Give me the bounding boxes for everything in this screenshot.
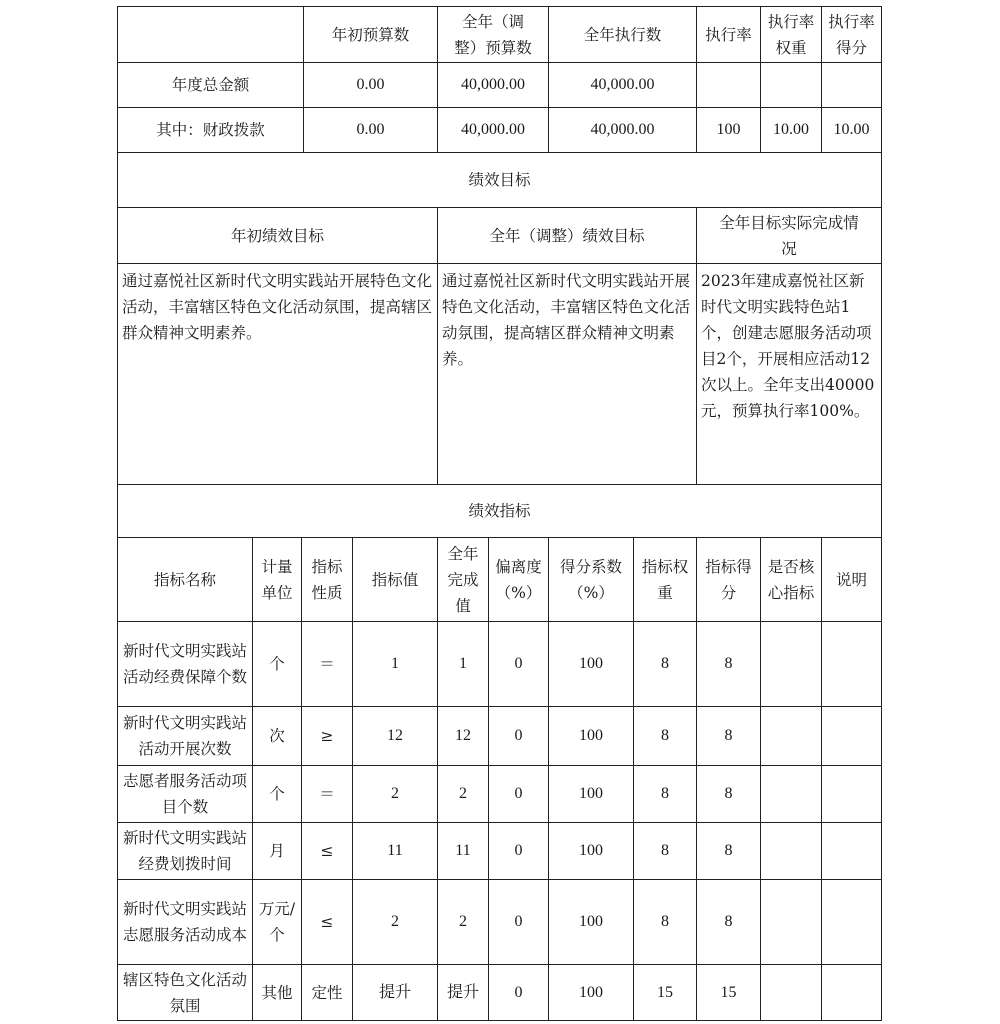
ind-note <box>821 879 882 965</box>
ind-core <box>760 765 822 823</box>
ind-note <box>821 822 882 880</box>
ind-core <box>760 822 822 880</box>
goals-initial-text: 通过嘉悦社区新时代文明实践站开展特色文化活动，丰富辖区特色文化活动氛围，提高辖区群众精神文明素养。 <box>117 263 438 485</box>
ind-score: 8 <box>696 621 761 707</box>
ind-score: 8 <box>696 765 761 823</box>
ind-nature: ≤ <box>301 822 353 880</box>
ind-target: 2 <box>352 879 438 965</box>
ind-coef: 100 <box>548 879 634 965</box>
ind-unit: 个 <box>252 765 302 823</box>
ind-header-name: 指标名称 <box>117 537 253 622</box>
budget-initial-value: 0.00 <box>303 107 438 153</box>
ind-nature: 定性 <box>301 964 353 1021</box>
ind-target: 12 <box>352 706 438 766</box>
header-exec-rate: 执行率 <box>696 6 761 63</box>
ind-nature: ＝ <box>301 765 353 823</box>
ind-core <box>760 879 822 965</box>
ind-deviation: 0 <box>488 621 549 707</box>
ind-score: 8 <box>696 879 761 965</box>
budget-score-value <box>821 62 882 108</box>
budget-adjusted-value: 40,000.00 <box>437 107 549 153</box>
ind-name: 新时代文明实践站经费划拨时间 <box>117 822 253 880</box>
ind-weight: 15 <box>633 964 697 1021</box>
ind-done: 提升 <box>437 964 489 1021</box>
ind-done: 11 <box>437 822 489 880</box>
performance-table <box>117 6 882 1020</box>
ind-header-nature: 指标 性质 <box>301 537 353 622</box>
ind-unit: 次 <box>252 706 302 766</box>
ind-header-deviation: 偏离度 （%） <box>488 537 549 622</box>
ind-deviation: 0 <box>488 879 549 965</box>
ind-unit: 个 <box>252 621 302 707</box>
goals-section-title: 绩效目标 <box>117 152 882 208</box>
budget-score-value: 10.00 <box>821 107 882 153</box>
ind-score: 15 <box>696 964 761 1021</box>
ind-coef: 100 <box>548 621 634 707</box>
ind-unit: 月 <box>252 822 302 880</box>
ind-weight: 8 <box>633 765 697 823</box>
header-adjusted-budget: 全年（调 整）预算数 <box>437 6 549 63</box>
ind-coef: 100 <box>548 964 634 1021</box>
ind-name: 新时代文明实践站志愿服务活动成本 <box>117 879 253 965</box>
ind-header-done: 全年 完成 值 <box>437 537 489 622</box>
ind-coef: 100 <box>548 822 634 880</box>
ind-done: 12 <box>437 706 489 766</box>
ind-done: 2 <box>437 765 489 823</box>
budget-rate-value: 100 <box>696 107 761 153</box>
ind-weight: 8 <box>633 822 697 880</box>
ind-weight: 8 <box>633 879 697 965</box>
ind-target: 提升 <box>352 964 438 1021</box>
ind-name: 辖区特色文化活动氛围 <box>117 964 253 1021</box>
ind-weight: 8 <box>633 706 697 766</box>
budget-executed-value: 40,000.00 <box>548 107 697 153</box>
ind-header-weight: 指标权 重 <box>633 537 697 622</box>
budget-row-label: 其中：财政拨款 <box>117 107 304 153</box>
ind-note <box>821 706 882 766</box>
ind-target: 2 <box>352 765 438 823</box>
ind-header-core: 是否核 心指标 <box>760 537 822 622</box>
header-executed: 全年执行数 <box>548 6 697 63</box>
ind-note <box>821 621 882 707</box>
ind-core <box>760 621 822 707</box>
ind-target: 1 <box>352 621 438 707</box>
header-exec-weight: 执行率 权重 <box>760 6 822 63</box>
budget-initial-value: 0.00 <box>303 62 438 108</box>
ind-header-unit: 计量 单位 <box>252 537 302 622</box>
ind-unit: 万元/个 <box>252 879 302 965</box>
ind-target: 11 <box>352 822 438 880</box>
ind-nature: ≤ <box>301 879 353 965</box>
ind-deviation: 0 <box>488 706 549 766</box>
budget-weight-value: 10.00 <box>760 107 822 153</box>
ind-name: 志愿者服务活动项目个数 <box>117 765 253 823</box>
ind-done: 2 <box>437 879 489 965</box>
ind-header-target: 指标值 <box>352 537 438 622</box>
goals-adjusted-text: 通过嘉悦社区新时代文明实践站开展特色文化活动，丰富辖区特色文化活动氛围，提高辖区群众精神文明素养。 <box>437 263 697 485</box>
goals-actual-text: 2023年建成嘉悦社区新时代文明实践特色站1个，创建志愿服务活动项目2个，开展相应活动12次以上。全年支出40000元，预算执行率100%。 <box>696 263 882 485</box>
ind-name: 新时代文明实践站活动开展次数 <box>117 706 253 766</box>
ind-score: 8 <box>696 822 761 880</box>
budget-executed-value: 40,000.00 <box>548 62 697 108</box>
ind-score: 8 <box>696 706 761 766</box>
ind-nature: ＝ <box>301 621 353 707</box>
budget-row-label: 年度总金额 <box>117 62 304 108</box>
budget-corner-cell <box>117 6 304 63</box>
ind-deviation: 0 <box>488 765 549 823</box>
ind-coef: 100 <box>548 706 634 766</box>
indicators-section-title: 绩效指标 <box>117 484 882 538</box>
budget-rate-value <box>696 62 761 108</box>
ind-deviation: 0 <box>488 822 549 880</box>
ind-nature: ≥ <box>301 706 353 766</box>
ind-weight: 8 <box>633 621 697 707</box>
ind-core <box>760 706 822 766</box>
header-exec-score: 执行率 得分 <box>821 6 882 63</box>
budget-adjusted-value: 40,000.00 <box>437 62 549 108</box>
ind-unit: 其他 <box>252 964 302 1021</box>
ind-done: 1 <box>437 621 489 707</box>
ind-header-coef: 得分系数 （%） <box>548 537 634 622</box>
ind-note <box>821 964 882 1021</box>
budget-weight-value <box>760 62 822 108</box>
goals-initial-header: 年初绩效目标 <box>117 207 438 264</box>
ind-name: 新时代文明实践站活动经费保障个数 <box>117 621 253 707</box>
header-initial-budget: 年初预算数 <box>303 6 438 63</box>
ind-header-note: 说明 <box>821 537 882 622</box>
ind-header-score: 指标得 分 <box>696 537 761 622</box>
goals-adjusted-header: 全年（调整）绩效目标 <box>437 207 697 264</box>
ind-core <box>760 964 822 1021</box>
ind-note <box>821 765 882 823</box>
ind-coef: 100 <box>548 765 634 823</box>
goals-actual-header: 全年目标实际完成情 况 <box>696 207 882 264</box>
ind-deviation: 0 <box>488 964 549 1021</box>
